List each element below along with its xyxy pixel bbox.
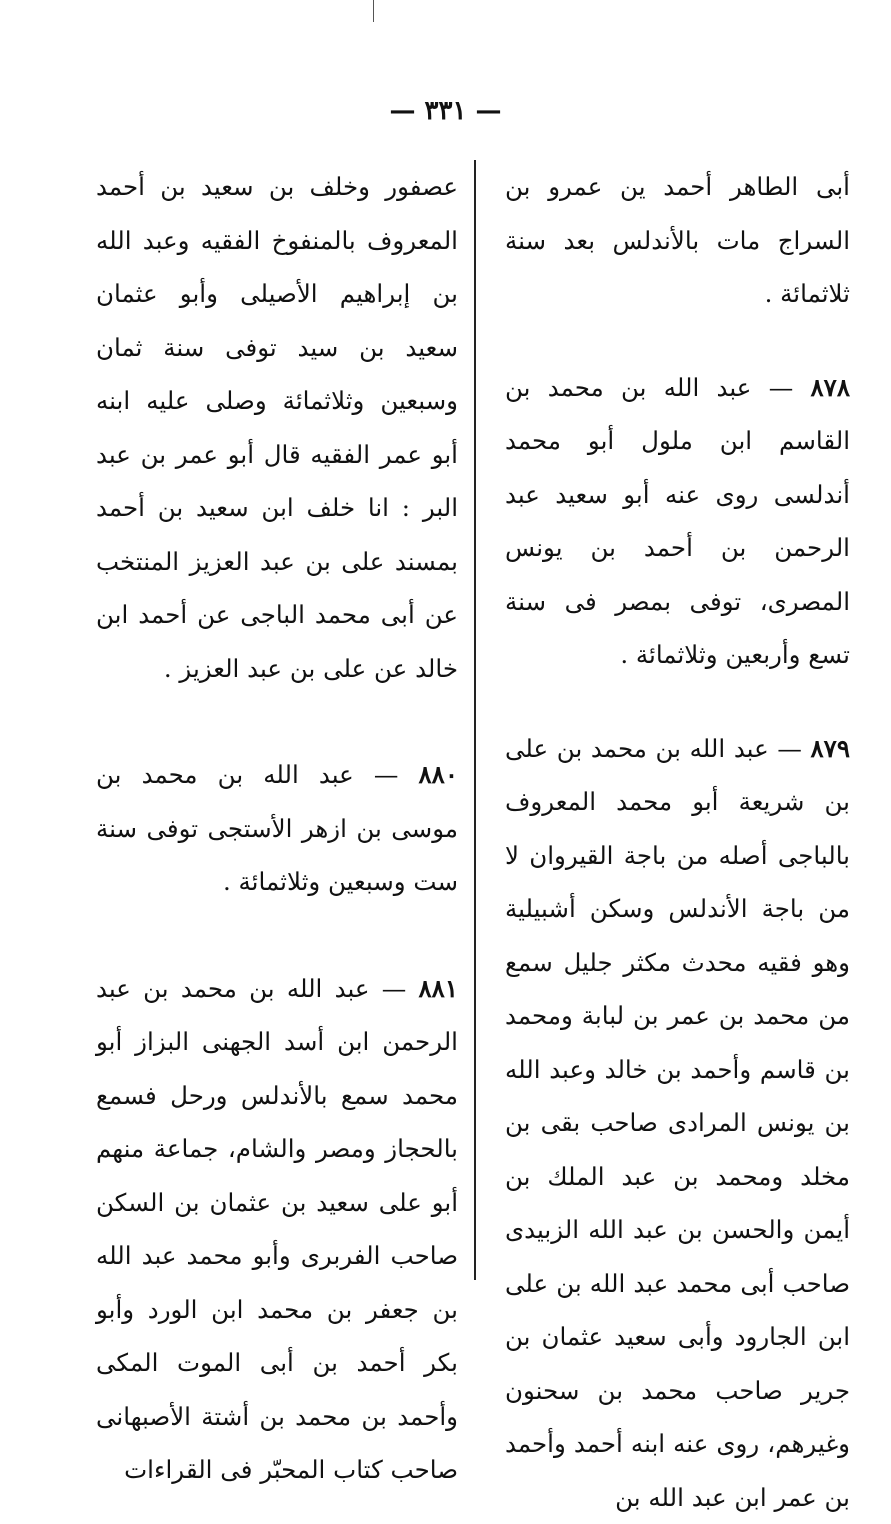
paragraph-gap bbox=[505, 682, 850, 722]
entry-878-number: ٨٧٨ bbox=[811, 373, 850, 402]
entry-880 bbox=[96, 748, 458, 909]
entry-880-text: — عبد الله بن محمد بن موسى بن ازهر الأستجى توفى سنة ست وسبعين وثلاثمائة . bbox=[96, 760, 458, 896]
paragraph-gap bbox=[96, 909, 458, 962]
entry-879-number: ٨٧٩ bbox=[811, 734, 850, 763]
right-column bbox=[505, 160, 850, 1524]
paragraph-gap bbox=[505, 321, 850, 361]
entry-881 bbox=[96, 962, 458, 1497]
page-number: — ٣٣١ — bbox=[0, 96, 891, 126]
column-divider bbox=[474, 160, 476, 1280]
left-column-continuation: عصفور وخلف بن سعيد بن أحمد المعروف بالمنفوخ الفقيه وعبد الله بن إبراهيم الأصيلى وأبو عثمان سعيد بن سيد توفى سنة ثمان وسبعين وثلاثمائة وصلى عليه ابنه أبو عمر الفقيه قال أبو عمر بن عبد البر : انا خلف ابن سعيد بن أحمد بمسند على بن عبد العزيز المنتخب عن أبى محمد الباجى عن أحمد ابن خالد عن على بن عبد العزيز . bbox=[96, 160, 458, 695]
entry-880-number: ٨٨٠ bbox=[419, 760, 458, 789]
entry-878-text: — عبد الله بن محمد بن القاسم ابن ملول أبو محمد أندلسى روى عنه أبو سعيد عبد الرحمن بن أحمد بن يونس المصرى، توفى بمصر فى سنة تسع وأربعين وثلاثمائة . bbox=[505, 373, 850, 670]
entry-879 bbox=[505, 722, 850, 1524]
left-column bbox=[96, 160, 458, 1497]
paragraph-gap bbox=[96, 695, 458, 748]
right-column-intro: أبى الطاهر أحمد ين عمرو بن السراج مات بالأندلس بعد سنة ثلاثمائة . bbox=[505, 160, 850, 321]
entry-881-number: ٨٨١ bbox=[419, 974, 458, 1003]
top-margin-mark bbox=[373, 0, 374, 22]
entry-881-text: — عبد الله بن محمد بن عبد الرحمن ابن أسد الجهنى البزاز أبو محمد سمع بالأندلس ورحل فسمع بالحجاز ومصر والشام، جماعة منهم أبو على سعيد بن عثمان بن السكن صاحب الفربرى وأبو محمد عبد الله بن جعفر بن محمد ابن الورد وأبو بكر أحمد بن أبى الموت المكى وأحمد بن محمد بن أشتة الأصبهانى صاحب كتاب المحبّر فى القراءات bbox=[96, 974, 458, 1485]
entry-878 bbox=[505, 361, 850, 682]
entry-879-text: — عبد الله بن محمد بن على بن شريعة أبو محمد المعروف بالباجى أصله من باجة القيروان لا من باجة الأندلس وسكن أشبيلية وهو فقيه محدث مكثر جليل سمع من محمد بن عمر بن لبابة ومحمد بن قاسم وأحمد بن خالد وعبد الله بن يونس المرادى صاحب بقى بن مخلد ومحمد بن عبد الملك بن أيمن والحسن بن عبد الله الزبيدى صاحب أبى محمد عبد الله بن على ابن الجارود وأبى سعيد عثمان بن جرير صاحب محمد بن سحنون وغيرهم، روى عنه ابنه أحمد وأحمد بن عمر ابن عبد الله بن bbox=[505, 734, 850, 1512]
